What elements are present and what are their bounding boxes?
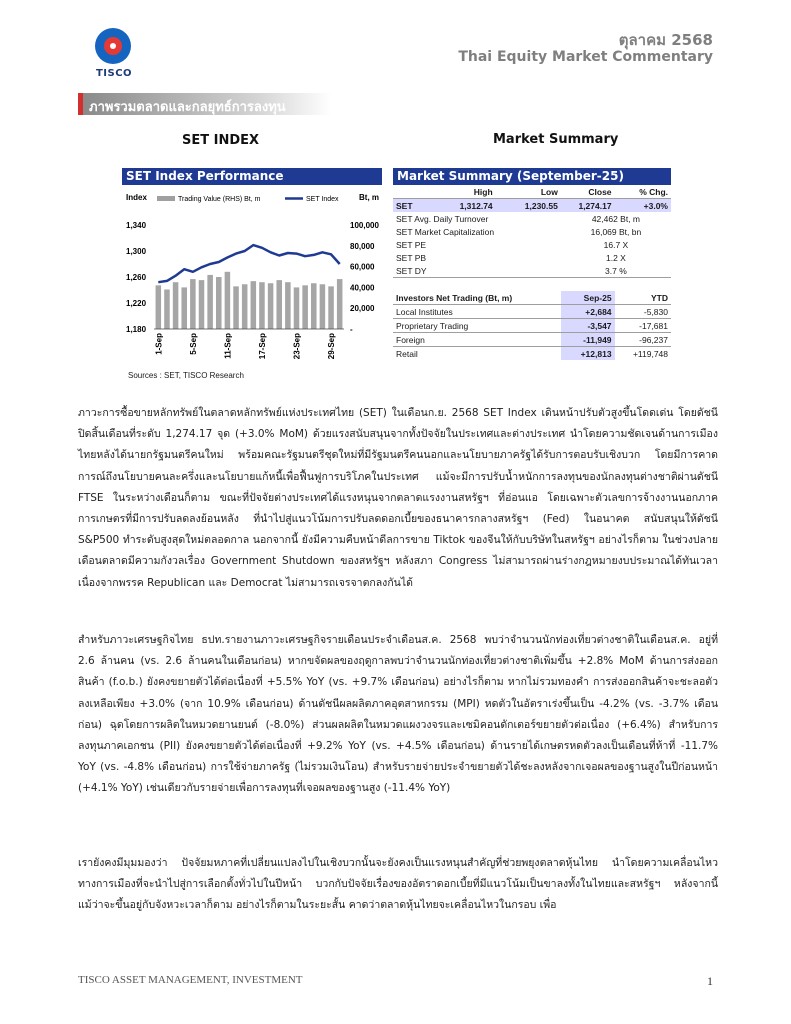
footer-company: TISCO ASSET MANAGEMENT, INVESTMENT — [78, 974, 303, 986]
set-index-series-line — [158, 245, 339, 282]
right-axis-title: Bt, m — [359, 193, 379, 202]
y-left-tick-label: 1,260 — [126, 273, 147, 282]
stat-label: SET PE — [396, 239, 427, 250]
market-summary-table — [393, 185, 671, 360]
trading-value-bar — [156, 285, 162, 329]
y-right-tick-label: 100,000 — [350, 221, 379, 230]
investors-header-row — [393, 291, 671, 305]
report-date: ตุลาคม 2568 — [618, 31, 713, 49]
x-tick-label: 17-Sep — [257, 333, 267, 360]
investor-label: Local Institutes — [393, 305, 561, 319]
tisco-logo-core — [110, 43, 116, 49]
trading-value-bar — [276, 280, 282, 329]
legend-bar-swatch — [157, 196, 175, 201]
stat-value: 42,462 Bt, m — [591, 213, 641, 224]
paragraph-market: ภาวะการซื้อขายหลักทรัพย์ในตลาดหลักทรัพย์แห่งประเทศไทย (SET) ในเดือนก.ย. 2568 SET Index เดินหน้าปรับตัวสูงขึ้นโดดเด่น โดยดัชนีปิดสิ้นเดือนที่ระดับ 1,274.17 จุด (+3.0% MoM) ด้วยแรงสนับสนุนจากทั้งปัจจัยในประเทศและต่างประเทศ นำโดยความชัดเจนด้านการเมืองไทยหลังได้นายกรัฐมนตรีคนใหม่ พร้อมคณะรัฐมนตรีชุดใหม่ที่มีรัฐมนตรีคนนอกและนโยบายภาครัฐได้รับการตอบรับเชิงบวก โดยมีการคาดการณ์ถึงนโยบายคนละครึ่งและนโยบายแก้หนี้เพื่อฟื้นฟูการบริโภคในประเทศ แม้จะมีการปรับน้ำหนักการลงทุนของนักลงทุนต่างชาติผ่านดัชนี FTSE ในระหว่างเดือนก็ตาม ขณะที่ปัจจัยต่างประเทศได้แรงหนุนจากตลาดแรงงานสหรัฐฯ ที่อ่อนแอ โดยเฉพาะตัวเลขการจ้างงานนอกภาคการเกษตรที่มีการปรับลดลงย้อนหลัง ที่นำไปสู่แนวโน้มการปรับลดดอกเบี้ยของธนาคารกลางสหรัฐฯ (Fed) ในอนาคต สนับสนุนให้ดัชนี S&P500 ทำระดับสูงสุดใหม่ตลอดกาล นอกจากนี้ ยังมีความคืบหน้าดีลการขาย Tiktok ของจีนให้กับบริษัทในสหรัฐฯ อย่างไรก็ตาม ในช่วงปลายเดือนตลาดมีความกังวลเรื่อง Government Shutdown ของสหรัฐฯ หลังสภา Congress ไม่สามารถผ่านร่างกฎหมายงบประมาณได้ทันเวลาเนื่องจากพรรค Republican และ Democrat ไม่สามารถเจรจาตกลงกันได้ — [78, 407, 718, 589]
chart-source: Sources : SET, TISCO Research — [128, 371, 244, 380]
trading-value-bar — [320, 284, 326, 329]
investor-ytd: -17,681 — [615, 319, 671, 333]
x-tick-label: 1-Sep — [154, 333, 164, 355]
y-left-tick-label: 1,300 — [126, 247, 147, 256]
paragraph-economy: สำหรับภาวะเศรษฐกิจไทย ธปท.รายงานภาวะเศรษฐกิจรายเดือนประจำเดือนส.ค. 2568 พบว่าจำนวนนักท่องเที่ยวต่างชาติในเดือนส.ค. อยู่ที่ 2.6 ล้านคน (vs. 2.6 ล้านคนในเดือนก่อน) หากขจัดผลของฤดูกาลพบว่าจำนวนนักท่องเที่ยวต่างชาติเพิ่มขึ้น +2.8% MoM ด้านการส่งออกสินค้า (f.o.b.) ยังคงขยายตัวได้ต่อเนื่องที่ +5.5% YoY (vs. +9.7% เดือนก่อน) อย่างไรก็ตาม หากไม่รวมทองคำ การส่งออกสินค้าจะชะลอตัวลงเหลือเพียง +3.0% (จาก 10.9% เดือนก่อน) ด้านดัชนีผลผลิตภาคอุตสาหกรรม (MPI) หดตัวในอัตราเร่งขึ้นเป็น -4.2% (vs. -3.7% เดือนก่อน) ฉุดโดยการผลิตในหมวดยานยนต์ (-8.0%) ส่วนผลผลิตในหมวดแผงวงจรและเซมิคอนดักเตอร์ขยายตัวต่อเนื่อง (+6.4%) สำหรับการลงทุนภาคเอกชน (PII) ยังคงขยายตัวได้ต่อเนื่องที่ +9.2% YoY (vs. +4.5% เดือนก่อน) ด้านรายได้เกษตรหดตัวลงเป็นเดือนที่ห้าที่ -11.7% YoY (vs. -4.8% เดือนก่อน) การใช้จ่ายภาครัฐ (ไม่รวมเงินโอน) สำหรับรายจ่ายประจำขยายตัวได้ชะลงหลังจากเจอผลของฐานสูงในปีก่อนหน้า (+4.1% YoY) เช่นเดียวกับรายจ่ายเพื่อการลงทุนที่เจอผลของฐานสูง (-11.4% YoY) — [78, 634, 718, 795]
stat-label: SET Avg. Daily Turnover — [396, 213, 489, 224]
stat-row — [393, 251, 671, 264]
investor-month: +2,684 — [561, 305, 615, 319]
investor-row — [393, 333, 671, 347]
trading-value-bar — [268, 283, 274, 329]
set-label: SET — [393, 199, 431, 213]
set-index-chart — [122, 185, 382, 385]
investors-col-ytd: YTD — [615, 291, 671, 305]
trading-value-bar — [242, 284, 248, 329]
legend-line-label: SET Index — [306, 196, 339, 203]
trading-value-bar — [233, 286, 239, 329]
col-header-chg: % Chg. — [615, 185, 671, 199]
trading-value-bar — [181, 287, 187, 329]
y-right-tick-label: 20,000 — [350, 304, 375, 314]
y-right-tick-label: 40,000 — [350, 283, 375, 293]
x-tick-label: 29-Sep — [327, 333, 337, 360]
trading-value-bar — [294, 287, 300, 329]
trading-value-bar — [251, 281, 257, 329]
investor-label: Proprietary Trading — [393, 319, 561, 333]
y-left-tick-label: 1,220 — [126, 299, 147, 308]
investor-row — [393, 305, 671, 319]
investor-month: -11,949 — [561, 333, 615, 347]
stat-value: 16,069 Bt, bn — [590, 226, 642, 237]
x-tick-label: 11-Sep — [223, 333, 233, 359]
x-tick-label: 5-Sep — [188, 333, 198, 355]
set-index-line — [158, 245, 339, 282]
stat-label: SET DY — [393, 264, 561, 278]
stat-row — [393, 212, 671, 225]
investor-row — [393, 347, 671, 361]
report-title: Thai Equity Market Commentary — [458, 49, 713, 65]
left-axis-title: Index — [126, 193, 147, 202]
stat-value: 3.7 % — [561, 264, 671, 278]
market-summary-column-title: Market Summary — [493, 132, 619, 147]
col-header-close: Close — [561, 185, 615, 199]
investor-ytd: -5,830 — [615, 305, 671, 319]
stat-row — [393, 225, 671, 238]
set-close: 1,274.17 — [561, 199, 615, 213]
market-summary-panel — [393, 168, 671, 360]
stat-row — [393, 238, 671, 251]
set-high: 1,312.74 — [431, 199, 496, 213]
trading-value-bar — [199, 280, 205, 329]
trading-value-bar — [216, 277, 222, 329]
paragraph-outlook: เรายังคงมีมุมมองว่า ปัจจัยมหภาคที่เปลี่ยนแปลงไปในเชิงบวกนั้นจะยังคงเป็นแรงหนุนสำคัญที่ช่วยพยุงตลาดหุ้นไทย นำโดยความเคลื่อนไหวทางการเมืองที่จะนำไปสู่การเลือกตั้งทั่วไปในปีหน้า บวกกับปัจจัยเรื่องของอัตราดอกเบี้ยที่มีแนวโน้มเป็นขาลงทั้งในไทยและสหรัฐฯ หลังจากนี้แม้ว่าจะขึ้นอยู่กับจังหวะเวลาก็ตาม อย่างไรก็ตามในระยะสั้น คาดว่าตลาดหุ้นไทยจะเคลื่อนไหวในกรอบ เพื่อ — [78, 857, 718, 912]
trading-value-bar — [173, 282, 179, 329]
y-left-tick-label: 1,340 — [126, 221, 147, 230]
set-index-column-title: SET INDEX — [182, 133, 260, 148]
logo-text: TISCO — [95, 68, 133, 79]
chart-panel-title: SET Index Performance — [122, 168, 382, 185]
investors-title: Investors Net Trading (Bt, m) — [393, 291, 561, 305]
investors-col-month: Sep-25 — [561, 291, 615, 305]
table-header-row — [393, 185, 671, 199]
legend-bar-label: Trading Value (RHS) Bt, m — [178, 196, 261, 203]
y-right-tick-label: - — [350, 325, 353, 334]
y-left-ticks — [126, 221, 147, 334]
y-right-tick-label: 80,000 — [350, 241, 375, 251]
investor-label: Retail — [396, 348, 418, 359]
set-row — [393, 199, 671, 213]
stat-label: SET PB — [396, 252, 427, 263]
trading-value-bar — [190, 279, 196, 329]
investor-label: Foreign — [393, 333, 561, 347]
investor-month: -3,547 — [561, 319, 615, 333]
y-left-tick-label: 1,180 — [126, 325, 147, 334]
market-summary-panel-title: Market Summary (September-25) — [393, 168, 671, 185]
stat-label: SET Market Capitalization — [396, 226, 495, 237]
investor-row — [393, 319, 671, 333]
trading-value-bar — [259, 282, 265, 329]
investor-ytd: -96,237 — [615, 333, 671, 347]
section-title: ภาพรวมตลาดและกลยุทธ์การลงทุน — [89, 100, 286, 115]
trading-value-bar — [328, 286, 334, 329]
y-right-ticks — [350, 221, 379, 334]
set-low: 1,230.55 — [496, 199, 561, 213]
trading-value-bar — [285, 282, 291, 329]
col-header-low: Low — [496, 185, 561, 199]
trading-value-bar — [225, 272, 231, 329]
stat-row — [393, 264, 671, 278]
x-tick-label: 23-Sep — [292, 333, 302, 360]
set-index-chart-panel — [122, 168, 382, 386]
stat-value: 16.7 X — [603, 239, 629, 250]
page-number: 1 — [707, 974, 713, 988]
set-chg: +3.0% — [615, 199, 671, 213]
trading-value-bar — [337, 279, 343, 329]
trading-value-bar — [207, 275, 213, 329]
trading-value-bars — [156, 272, 343, 329]
investor-ytd: +119,748 — [632, 348, 668, 359]
trading-value-bar — [302, 285, 308, 329]
x-ticks — [154, 329, 344, 359]
trading-value-bar — [311, 283, 317, 329]
y-right-tick-label: 60,000 — [350, 262, 375, 272]
stat-value: 1.2 X — [605, 252, 626, 263]
col-header — [393, 185, 431, 199]
col-header-high: High — [431, 185, 496, 199]
trading-value-bar — [164, 289, 170, 329]
investor-month: +12,813 — [561, 347, 615, 361]
section-header — [78, 93, 331, 115]
